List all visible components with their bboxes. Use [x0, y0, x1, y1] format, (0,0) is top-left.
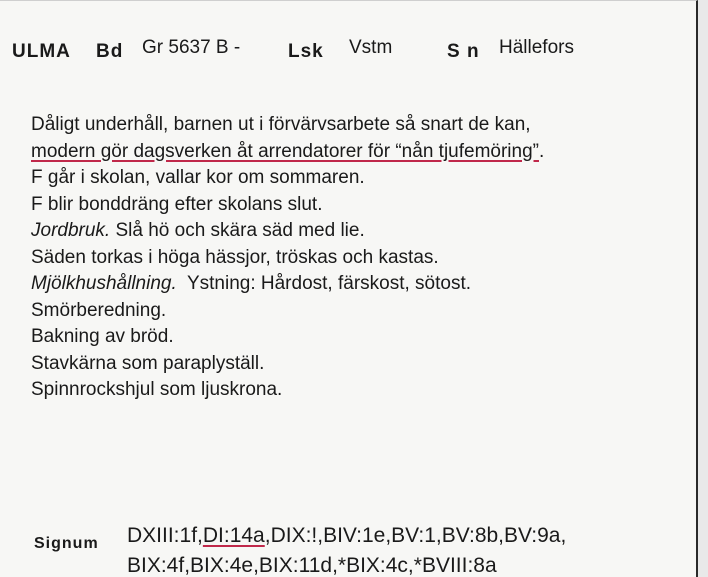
lsk-value: Vstm [349, 37, 393, 58]
underlined-phrase: modern gör dagsverken åt arrendatorer för “nån tjufemöring” [31, 140, 539, 162]
ulma-label: ULMA [12, 41, 71, 62]
body-line: Smörberedning. [31, 299, 167, 321]
signum-code-underlined: DI:14a [202, 524, 265, 547]
body-line [31, 139, 544, 166]
sn-value: Hällefors [499, 37, 574, 58]
body-line: Spinnrockshjul som ljuskrona. [31, 379, 283, 400]
signum-row: BIX:4f,BIX:4e,BIX:11d,*BIX:4c,*BVIII:8a [127, 554, 497, 577]
body-line: Bakning av bröd. [31, 326, 174, 347]
sn-label: S n [447, 41, 480, 62]
body-line-rest: Ystning: Hårdost, färskost, sötost. [176, 273, 472, 294]
signum-row [127, 521, 566, 551]
signum-label: Signum [34, 535, 99, 552]
body-line-rest: Slå hö och skära säd med lie. [110, 220, 365, 241]
body-line: F blir bonddräng efter skolans slut. [31, 193, 323, 215]
bd-label: Bd [96, 41, 124, 62]
signum-code: ,DIX:!,BIV:1e,BV:1,BV:8b,BV:9a, [264, 524, 567, 547]
signum-code: DXIII:1f, [127, 524, 203, 547]
signum-values [127, 521, 566, 577]
bd-value: Gr 5637 B - [142, 37, 241, 58]
lsk-label: Lsk [288, 41, 324, 62]
section-heading: Jordbruk. [31, 220, 111, 241]
body-line: F går i skolan, vallar kor om sommaren. [31, 167, 365, 188]
body-line [31, 271, 544, 298]
body-line [31, 218, 544, 245]
body-line: Säden torkas i höga hässjor, tröskas och kastas. [31, 246, 439, 268]
body-line: Dåligt underhåll, barnen ut i förvärvsarbete så snart de kan, [31, 114, 531, 135]
section-heading: Mjölkhushållning. [31, 273, 177, 294]
body-line-end: . [538, 140, 545, 162]
body-line: Stavkärna som paraplyställ. [31, 352, 265, 374]
card-body [31, 112, 544, 404]
